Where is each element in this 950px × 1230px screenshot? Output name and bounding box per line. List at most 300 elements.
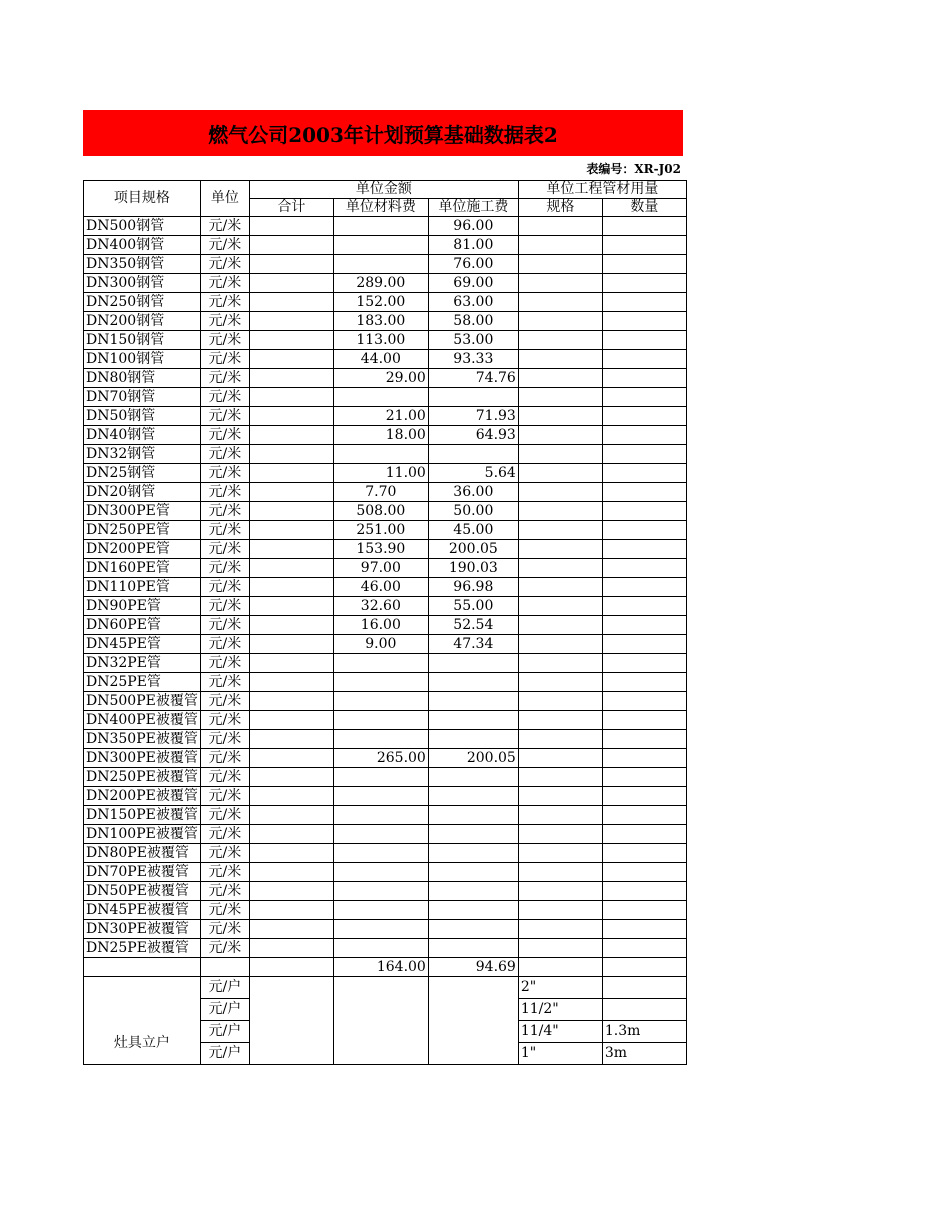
construction-cell <box>428 787 518 806</box>
item-name-cell: DN500PE被覆管 <box>84 692 201 711</box>
spec-cell: 2" <box>518 977 602 999</box>
construction-cell <box>428 806 518 825</box>
qty-cell <box>602 825 686 844</box>
spec-cell <box>518 407 602 426</box>
spec-cell <box>518 692 602 711</box>
unit-cell: 元/米 <box>200 293 249 312</box>
total-cell <box>249 331 333 350</box>
unit-cell: 元/米 <box>200 255 249 274</box>
qty-cell <box>602 445 686 464</box>
material-cell: 152.00 <box>333 293 428 312</box>
table-row <box>84 426 687 445</box>
spec-cell <box>518 502 602 521</box>
spec-cell <box>518 464 602 483</box>
unit-cell: 元/户 <box>200 1021 249 1043</box>
total-cell <box>249 426 333 445</box>
table-row <box>84 350 687 369</box>
unit-cell: 元/米 <box>200 730 249 749</box>
total-cell <box>249 255 333 274</box>
table-row <box>84 217 687 236</box>
table-row <box>84 844 687 863</box>
qty-cell <box>602 920 686 939</box>
unit-cell: 元/米 <box>200 350 249 369</box>
spec-cell <box>518 939 602 958</box>
unit-cell: 元/米 <box>200 312 249 331</box>
total-cell <box>249 350 333 369</box>
qty-cell <box>602 255 686 274</box>
qty-cell <box>602 293 686 312</box>
material-cell <box>333 217 428 236</box>
total-cell <box>249 673 333 692</box>
item-name-cell: DN500钢管 <box>84 217 201 236</box>
material-cell <box>333 977 428 1065</box>
construction-cell <box>428 825 518 844</box>
total-cell <box>249 730 333 749</box>
item-name-cell: DN100钢管 <box>84 350 201 369</box>
total-cell <box>249 863 333 882</box>
unit-cell: 元/米 <box>200 521 249 540</box>
spec-cell <box>518 920 602 939</box>
table-row <box>84 920 687 939</box>
table-row <box>84 673 687 692</box>
material-cell <box>333 863 428 882</box>
qty-cell <box>602 312 686 331</box>
spec-cell <box>518 749 602 768</box>
table-row <box>84 274 687 293</box>
qty-cell <box>602 730 686 749</box>
total-cell <box>249 293 333 312</box>
material-cell <box>333 787 428 806</box>
material-cell <box>333 445 428 464</box>
construction-cell: 52.54 <box>428 616 518 635</box>
construction-cell: 81.00 <box>428 236 518 255</box>
qty-cell: 3m <box>602 1043 686 1065</box>
construction-cell: 47.34 <box>428 635 518 654</box>
qty-cell <box>602 502 686 521</box>
construction-cell: 5.64 <box>428 464 518 483</box>
table-row <box>84 312 687 331</box>
unit-cell: 元/米 <box>200 331 249 350</box>
unit-cell: 元/米 <box>200 464 249 483</box>
item-name-cell: DN90PE管 <box>84 597 201 616</box>
item-name-cell: DN100PE被覆管 <box>84 825 201 844</box>
total-cell <box>249 958 333 977</box>
item-name-cell: DN350PE被覆管 <box>84 730 201 749</box>
total-cell <box>249 806 333 825</box>
material-cell <box>333 939 428 958</box>
material-cell: 265.00 <box>333 749 428 768</box>
table-row <box>84 863 687 882</box>
material-cell: 289.00 <box>333 274 428 293</box>
total-cell <box>249 502 333 521</box>
item-name-cell: DN150钢管 <box>84 331 201 350</box>
qty-cell <box>602 483 686 502</box>
total-cell <box>249 977 333 1065</box>
unit-cell: 元/米 <box>200 939 249 958</box>
item-name-cell: DN45PE管 <box>84 635 201 654</box>
total-cell <box>249 597 333 616</box>
table-row <box>84 692 687 711</box>
spec-cell <box>518 540 602 559</box>
material-cell: 97.00 <box>333 559 428 578</box>
spec-cell <box>518 274 602 293</box>
material-cell <box>333 844 428 863</box>
item-name-cell: DN30PE被覆管 <box>84 920 201 939</box>
construction-cell <box>428 730 518 749</box>
unit-cell: 元/米 <box>200 616 249 635</box>
material-cell <box>333 654 428 673</box>
construction-cell <box>428 920 518 939</box>
item-name-cell: DN40钢管 <box>84 426 201 445</box>
total-cell <box>249 616 333 635</box>
item-name-cell: DN400PE被覆管 <box>84 711 201 730</box>
spec-cell <box>518 350 602 369</box>
total-cell <box>249 369 333 388</box>
unit-cell: 元/米 <box>200 426 249 445</box>
unit-cell: 元/米 <box>200 882 249 901</box>
table-row <box>84 578 687 597</box>
table-row <box>84 711 687 730</box>
material-cell <box>333 388 428 407</box>
construction-cell <box>428 388 518 407</box>
item-name-cell: DN150PE被覆管 <box>84 806 201 825</box>
construction-cell <box>428 863 518 882</box>
header-qty: 数量 <box>602 199 686 217</box>
material-cell: 32.60 <box>333 597 428 616</box>
item-name-cell: DN80钢管 <box>84 369 201 388</box>
item-name-cell: DN160PE管 <box>84 559 201 578</box>
item-name-cell <box>84 958 201 977</box>
qty-cell <box>602 521 686 540</box>
spec-cell <box>518 673 602 692</box>
qty-cell <box>602 939 686 958</box>
header-total: 合计 <box>249 199 333 217</box>
spec-cell <box>518 806 602 825</box>
sheet-title: 燃气公司2003年计划预算基础数据表2 <box>83 110 683 156</box>
unit-cell: 元/米 <box>200 274 249 293</box>
table-row <box>84 768 687 787</box>
construction-cell: 200.05 <box>428 749 518 768</box>
total-cell <box>249 217 333 236</box>
qty-cell <box>602 350 686 369</box>
material-cell: 9.00 <box>333 635 428 654</box>
budget-table <box>83 180 687 1065</box>
qty-cell <box>602 711 686 730</box>
material-cell <box>333 920 428 939</box>
construction-cell: 74.76 <box>428 369 518 388</box>
total-cell <box>249 844 333 863</box>
table-row <box>84 635 687 654</box>
construction-cell <box>428 654 518 673</box>
unit-cell: 元/米 <box>200 920 249 939</box>
total-cell <box>249 521 333 540</box>
construction-cell <box>428 882 518 901</box>
unit-cell: 元/户 <box>200 1043 249 1065</box>
spec-cell <box>518 236 602 255</box>
material-cell: 11.00 <box>333 464 428 483</box>
table-row <box>84 331 687 350</box>
material-cell <box>333 730 428 749</box>
table-row <box>84 654 687 673</box>
material-cell <box>333 901 428 920</box>
qty-cell <box>602 274 686 293</box>
qty-cell <box>602 331 686 350</box>
construction-cell: 94.69 <box>428 958 518 977</box>
spec-cell <box>518 901 602 920</box>
total-cell <box>249 901 333 920</box>
unit-cell: 元/米 <box>200 692 249 711</box>
unit-cell: 元/米 <box>200 502 249 521</box>
table-row <box>84 825 687 844</box>
unit-cell: 元/米 <box>200 483 249 502</box>
unit-cell: 元/米 <box>200 559 249 578</box>
qty-cell <box>602 768 686 787</box>
table-row <box>84 597 687 616</box>
qty-cell <box>602 388 686 407</box>
material-cell <box>333 692 428 711</box>
item-name-cell: DN110PE管 <box>84 578 201 597</box>
item-name-cell: DN250钢管 <box>84 293 201 312</box>
unit-cell: 元/米 <box>200 863 249 882</box>
spec-cell <box>518 559 602 578</box>
header-pipe-usage: 单位工程管材用量 <box>518 181 686 199</box>
item-name-cell: DN200钢管 <box>84 312 201 331</box>
qty-cell <box>602 236 686 255</box>
qty-cell <box>602 901 686 920</box>
unit-cell <box>200 958 249 977</box>
total-cell <box>249 540 333 559</box>
construction-cell <box>428 977 518 1065</box>
table-row <box>84 749 687 768</box>
construction-cell: 190.03 <box>428 559 518 578</box>
item-name-cell: DN25钢管 <box>84 464 201 483</box>
total-cell <box>249 787 333 806</box>
qty-cell <box>602 673 686 692</box>
qty-cell <box>602 464 686 483</box>
table-row <box>84 977 687 999</box>
unit-cell: 元/米 <box>200 844 249 863</box>
table-row <box>84 787 687 806</box>
qty-cell <box>602 977 686 999</box>
construction-cell: 53.00 <box>428 331 518 350</box>
unit-cell: 元/米 <box>200 787 249 806</box>
item-name-cell: DN300PE管 <box>84 502 201 521</box>
material-cell <box>333 236 428 255</box>
header-unit: 单位 <box>200 181 249 217</box>
stove-group-name: 灶具立户 <box>84 977 201 1065</box>
item-name-cell: DN70钢管 <box>84 388 201 407</box>
construction-cell: 93.33 <box>428 350 518 369</box>
total-cell <box>249 236 333 255</box>
qty-cell <box>602 806 686 825</box>
qty-cell <box>602 635 686 654</box>
material-cell <box>333 825 428 844</box>
total-cell <box>249 274 333 293</box>
spec-cell <box>518 255 602 274</box>
spec-cell <box>518 958 602 977</box>
spec-cell <box>518 312 602 331</box>
material-cell: 18.00 <box>333 426 428 445</box>
material-cell <box>333 882 428 901</box>
item-name-cell: DN45PE被覆管 <box>84 901 201 920</box>
spec-cell <box>518 369 602 388</box>
construction-cell: 96.00 <box>428 217 518 236</box>
item-name-cell: DN25PE被覆管 <box>84 939 201 958</box>
construction-cell <box>428 692 518 711</box>
unit-cell: 元/米 <box>200 445 249 464</box>
item-name-cell: DN32钢管 <box>84 445 201 464</box>
qty-cell <box>602 407 686 426</box>
qty-cell <box>602 616 686 635</box>
total-cell <box>249 407 333 426</box>
item-name-cell: DN60PE管 <box>84 616 201 635</box>
table-row <box>84 559 687 578</box>
table-row <box>84 445 687 464</box>
total-cell <box>249 711 333 730</box>
construction-cell: 64.93 <box>428 426 518 445</box>
table-row <box>84 483 687 502</box>
material-cell: 164.00 <box>333 958 428 977</box>
qty-cell: 1.3m <box>602 1021 686 1043</box>
spec-cell <box>518 711 602 730</box>
qty-cell <box>602 426 686 445</box>
spec-cell: 11/2" <box>518 999 602 1021</box>
unit-cell: 元/米 <box>200 768 249 787</box>
header-item: 项目规格 <box>84 181 201 217</box>
header-unit-amount: 单位金额 <box>249 181 518 199</box>
total-cell <box>249 749 333 768</box>
material-cell: 251.00 <box>333 521 428 540</box>
qty-cell <box>602 749 686 768</box>
unit-cell: 元/米 <box>200 388 249 407</box>
item-name-cell: DN25PE管 <box>84 673 201 692</box>
total-cell <box>249 578 333 597</box>
construction-cell <box>428 711 518 730</box>
unit-cell: 元/米 <box>200 217 249 236</box>
construction-cell: 45.00 <box>428 521 518 540</box>
construction-cell: 55.00 <box>428 597 518 616</box>
item-name-cell: DN250PE管 <box>84 521 201 540</box>
construction-cell <box>428 445 518 464</box>
table-row <box>84 730 687 749</box>
material-cell: 153.90 <box>333 540 428 559</box>
construction-cell: 76.00 <box>428 255 518 274</box>
spec-cell <box>518 445 602 464</box>
construction-cell: 63.00 <box>428 293 518 312</box>
unit-cell: 元/米 <box>200 901 249 920</box>
construction-cell <box>428 844 518 863</box>
table-row <box>84 882 687 901</box>
item-name-cell: DN70PE被覆管 <box>84 863 201 882</box>
table-row <box>84 939 687 958</box>
total-cell <box>249 388 333 407</box>
spec-cell <box>518 825 602 844</box>
unit-cell: 元/米 <box>200 806 249 825</box>
qty-cell <box>602 844 686 863</box>
material-cell: 113.00 <box>333 331 428 350</box>
material-cell <box>333 711 428 730</box>
item-name-cell: DN400钢管 <box>84 236 201 255</box>
spec-cell <box>518 578 602 597</box>
table-row <box>84 901 687 920</box>
construction-cell: 58.00 <box>428 312 518 331</box>
spec-cell <box>518 217 602 236</box>
spec-cell <box>518 521 602 540</box>
table-row <box>84 616 687 635</box>
material-cell <box>333 806 428 825</box>
unit-cell: 元/米 <box>200 369 249 388</box>
qty-cell <box>602 787 686 806</box>
total-cell <box>249 692 333 711</box>
construction-cell: 200.05 <box>428 540 518 559</box>
unit-cell: 元/米 <box>200 597 249 616</box>
item-name-cell: DN200PE被覆管 <box>84 787 201 806</box>
table-row <box>84 521 687 540</box>
spec-cell <box>518 616 602 635</box>
item-name-cell: DN200PE管 <box>84 540 201 559</box>
table-row <box>84 464 687 483</box>
spec-cell <box>518 388 602 407</box>
spec-cell <box>518 654 602 673</box>
material-cell <box>333 673 428 692</box>
material-cell: 46.00 <box>333 578 428 597</box>
spec-cell <box>518 293 602 312</box>
item-name-cell: DN50PE被覆管 <box>84 882 201 901</box>
construction-cell: 96.98 <box>428 578 518 597</box>
total-cell <box>249 768 333 787</box>
unit-cell: 元/米 <box>200 635 249 654</box>
total-cell <box>249 483 333 502</box>
spec-cell <box>518 863 602 882</box>
spec-cell <box>518 331 602 350</box>
table-code: 表编号：XR-J02 <box>586 162 681 176</box>
construction-cell: 71.93 <box>428 407 518 426</box>
qty-cell <box>602 217 686 236</box>
qty-cell <box>602 692 686 711</box>
qty-cell <box>602 540 686 559</box>
qty-cell <box>602 597 686 616</box>
material-cell <box>333 255 428 274</box>
table-row <box>84 369 687 388</box>
unit-cell: 元/米 <box>200 236 249 255</box>
total-cell <box>249 882 333 901</box>
spec-cell <box>518 597 602 616</box>
qty-cell <box>602 559 686 578</box>
unit-cell: 元/米 <box>200 578 249 597</box>
spec-cell <box>518 635 602 654</box>
spec-cell <box>518 730 602 749</box>
item-name-cell: DN300PE被覆管 <box>84 749 201 768</box>
unit-cell: 元/米 <box>200 673 249 692</box>
construction-cell <box>428 673 518 692</box>
spec-cell <box>518 426 602 445</box>
construction-cell <box>428 901 518 920</box>
unit-cell: 元/户 <box>200 999 249 1021</box>
total-cell <box>249 654 333 673</box>
item-name-cell: DN80PE被覆管 <box>84 844 201 863</box>
table-row <box>84 255 687 274</box>
total-cell <box>249 464 333 483</box>
qty-cell <box>602 882 686 901</box>
table-row <box>84 407 687 426</box>
qty-cell <box>602 369 686 388</box>
qty-cell <box>602 578 686 597</box>
construction-cell <box>428 939 518 958</box>
construction-cell: 69.00 <box>428 274 518 293</box>
spec-cell <box>518 882 602 901</box>
unit-cell: 元/米 <box>200 654 249 673</box>
total-cell <box>249 559 333 578</box>
